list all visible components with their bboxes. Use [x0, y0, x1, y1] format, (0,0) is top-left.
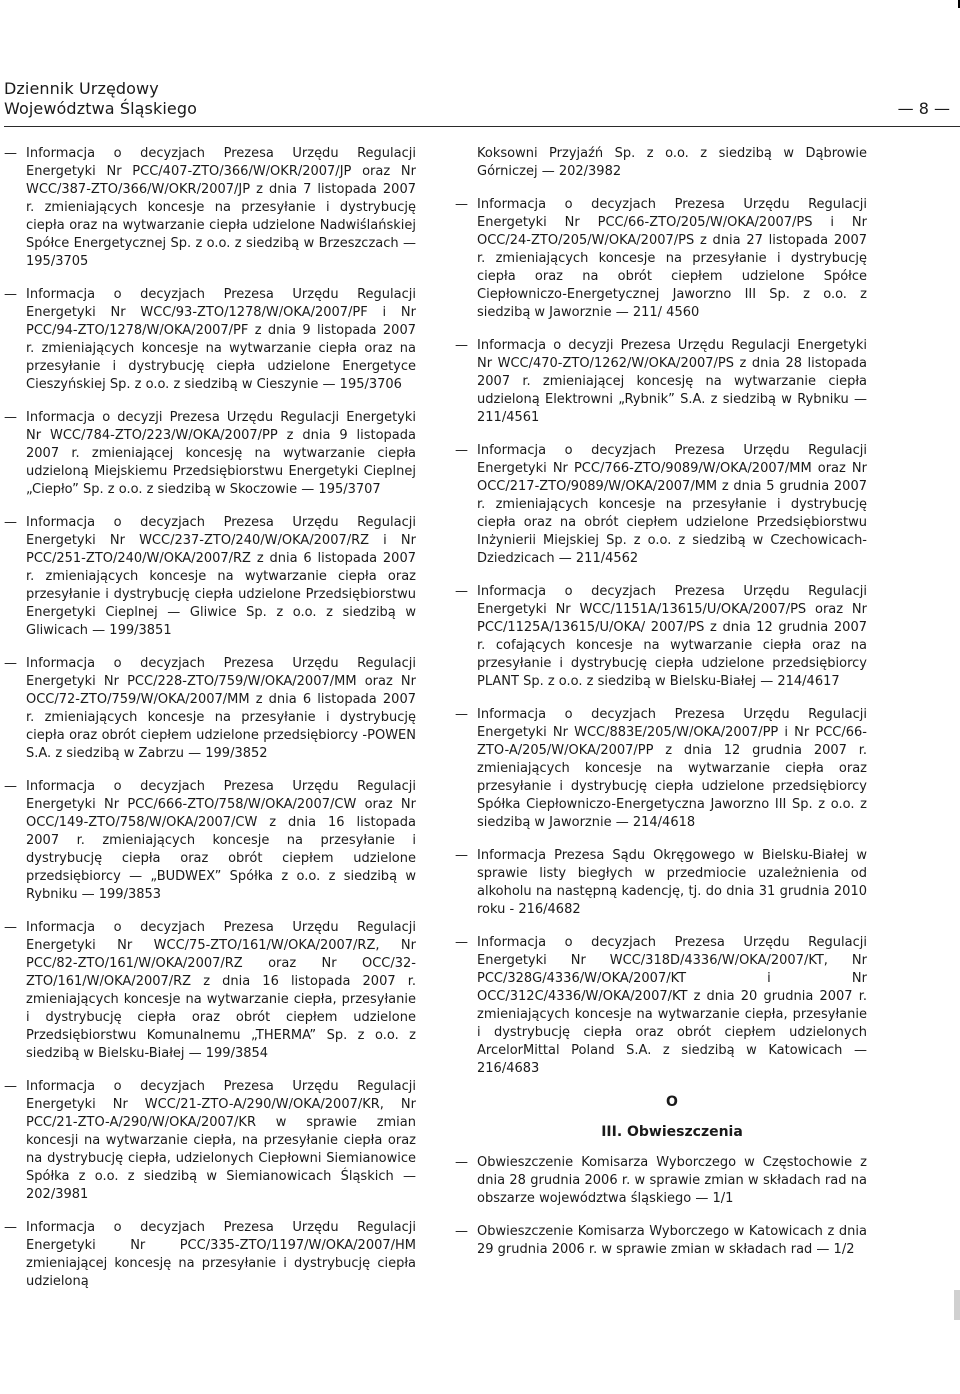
list-item — [4, 286, 416, 394]
page-edge-shadow — [954, 1290, 960, 1320]
entry-text: Informacja o decyzjach Prezesa Urzędu Regulacji Energetyki Nr PCC/228-ZTO/759/W/OKA/2007/MM oraz Nr OCC/72-ZTO/759/W/OKA/2007/MM z dnia 6 listopada 2007 r. zmieniających koncesje na przesyłanie i dystrybucję ciepła oraz obrót ciepłem udzielone przedsiębiorcy -POWEN S.A. z siedzibą w Zabrzu — 199/3852 — [26, 656, 416, 761]
list-item — [455, 583, 867, 691]
dash-marker: — — [4, 656, 17, 671]
entry-text: Informacja o decyzjach Prezesa Urzędu Regulacji Energetyki Nr PCC/407-ZTO/366/W/OKR/2007/JP oraz Nr WCC/387-ZTO/366/W/OKR/2007/JP z dnia 7 listopada 2007 r. zmieniających koncesje na przesyłanie i dystrybucję ciepła oraz na wytwarzanie ciepła udzielone Nadwiślańskiej Spółce Energetycznej Sp. z o.o. z siedzibą w Brzeszczach — 195/3705 — [26, 146, 416, 269]
entry-text: Informacja o decyzji Prezesa Urzędu Regulacji Energetyki Nr WCC/784-ZTO/223/W/OKA/2007/PP z dnia 9 listopada 2007 r. zmieniającej koncesję na wytwarzanie ciepła udzieloną Miejskiemu Przedsiębiorstwu Energetyki Cieplnej „Ciepło” Sp. z o.o. z siedzibą w Skoczowie — 195/3707 — [26, 410, 416, 497]
entry-text: Informacja o decyzjach Prezesa Urzędu Regulacji Energetyki Nr PCC/335-ZTO/1197/W/OKA/2007/HM zmieniającej koncesję na przesyłanie i dystrybucję ciepła udzieloną — [26, 1220, 416, 1289]
list-item — [455, 847, 867, 919]
dash-marker: — — [4, 146, 17, 161]
list-item — [4, 655, 416, 763]
dash-marker: — — [455, 848, 468, 863]
dash-marker: — — [4, 1220, 17, 1235]
list-item — [4, 514, 416, 640]
section-mark: O — [666, 1094, 678, 1110]
entry-text: Informacja o decyzji Prezesa Urzędu Regulacji Energetyki Nr WCC/470-ZTO/1262/W/OKA/2007/PS z dnia 28 listopada 2007 r. zmieniającej koncesję na wytwarzanie ciepła udzieloną Elektrowni „Rybnik” S.A. z siedzibą w Rybniku — 211/4561 — [477, 338, 867, 425]
dash-marker: — — [455, 1224, 468, 1239]
entry-text: Obwieszczenie Komisarza Wyborczego w Katowicach z dnia 29 grudnia 2006 r. w sprawie zmian w składach rad — 1/2 — [477, 1224, 867, 1257]
entry-text: Informacja o decyzjach Prezesa Urzędu Regulacji Energetyki Nr WCC/237-ZTO/240/W/OKA/2007/RZ i Nr PCC/251-ZTO/240/W/OKA/2007/RZ z dnia 6 listopada 2007 r. zmieniających koncesje na wytwarzanie ciepła oraz przesyłanie i dystrybucję ciepła udzielone Przedsiębiorstwu Energetyki Cieplnej — Gliwice Sp. z o.o. z siedzibą w Gliwicach — 199/3851 — [26, 515, 416, 638]
section-title: III. Obwieszczenia — [601, 1124, 743, 1140]
dash-marker: — — [455, 707, 468, 722]
dash-marker: — — [4, 1079, 17, 1094]
list-item — [455, 442, 867, 568]
dash-marker: — — [4, 920, 17, 935]
entry-text: Informacja o decyzjach Prezesa Urzędu Regulacji Energetyki Nr WCC/883E/205/W/OKA/2007/PP i Nr PCC/66-ZTO-A/205/W/OKA/2007/PP z dnia 12 grudnia 2007 r. zmieniających koncesje na wytwarzanie ciepła oraz przesyłanie i dystrybucję ciepła udzielone przedsiębiorcy Spółka Ciepłowniczo-Energetyczna Jaworzno III Sp. z o.o. z siedzibą w Jaworznie — 214/4618 — [477, 707, 867, 830]
dash-marker: — — [455, 1155, 468, 1170]
journal-title-line-1: Dziennik Urzędowy — [4, 79, 159, 98]
dash-marker: — — [4, 779, 17, 794]
page-header — [4, 79, 960, 127]
dash-marker: — — [4, 515, 17, 530]
list-item — [4, 409, 416, 499]
dash-marker: — — [455, 935, 468, 950]
entry-text: Informacja o decyzjach Prezesa Urzędu Regulacji Energetyki Nr WCC/75-ZTO/161/W/OKA/2007/RZ, Nr PCC/82-ZTO/161/W/OKA/2007/RZ oraz Nr OCC/32-ZTO/161/W/OKA/2007/RZ z dnia 16 listopada 2007 r. zmieniających koncesje na wytwarzanie ciepła, przesyłanie i dystrybucję ciepła oraz obrót ciepłem udzielone Przedsiębiorstwu Komunalnemu „THERMA” Sp. z o.o. z siedzibą w Bielsku-Białej — 199/3854 — [26, 920, 416, 1061]
list-item — [4, 919, 416, 1063]
page-number: — 8 — — [897, 99, 950, 118]
list-item — [4, 1219, 416, 1291]
list-item — [455, 337, 867, 427]
list-item — [455, 934, 867, 1078]
list-item — [455, 196, 867, 322]
list-item — [455, 1223, 867, 1259]
entry-text: Informacja o decyzjach Prezesa Urzędu Regulacji Energetyki Nr WCC/318D/4336/W/OKA/2007/KT, Nr PCC/328G/4336/W/OKA/2007/KT i Nr OCC/312C/4336/W/OKA/2007/KT z dnia 20 grudnia 2007 r. zmieniających koncesje na wytwarzanie ciepła, przesyłanie i dystrybucję ciepła oraz obrót ciepłem udzielonych ArcelorMittal Poland S.A. z siedzibą w Katowicach — 216/4683 — [477, 935, 867, 1076]
list-item — [4, 1078, 416, 1204]
entry-text: Informacja o decyzjach Prezesa Urzędu Regulacji Energetyki Nr WCC/1151A/13615/U/OKA/2007/PS oraz Nr PCC/1125A/13615/U/OKA/ 2007/PS z dnia 12 grudnia 2007 r. cofających koncesje na wytwarzanie ciepła oraz na przesyłanie i dystrybucję ciepła udzielone przedsiębiorcy PLANT Sp. z o.o. z siedzibą w Bielsku-Białej — 214/4617 — [477, 584, 867, 689]
entry-text: Informacja o decyzjach Prezesa Urzędu Regulacji Energetyki Nr PCC/66-ZTO/205/W/OKA/2007/PS i Nr OCC/24-ZTO/205/W/OKA/2007/PS z dnia 27 listopada 2007 r. zmieniających koncesje na przesyłanie i dystrybucję ciepła oraz na obrót ciepłem udzielone Spółce Ciepłowniczo-Energetycznej Jaworzno III Sp. z o.o. z siedzibą w Jaworznie — 211/ 4560 — [477, 197, 867, 320]
list-item — [4, 778, 416, 904]
list-item-continuation: Koksowni Przyjaźń Sp. z o.o. z siedzibą w Dąbrowie Górniczej — 202/3982 — [477, 146, 867, 179]
entry-text: Informacja o decyzjach Prezesa Urzędu Regulacji Energetyki Nr WCC/21-ZTO-A/290/W/OKA/2007/KR, Nr PCC/21-ZTO-A/290/W/OKA/2007/KR w sprawie zmian koncesji na wytwarzanie ciepła, na przesyłanie ciepła oraz na dystrybucję ciepła, udzielonych Ciepłowni Siemianowice Spółka z o.o. z siedzibą w Siemianowicach Śląskich — 202/3981 — [26, 1079, 416, 1202]
dash-marker: — — [455, 338, 468, 353]
dash-marker: — — [455, 197, 468, 212]
list-item — [455, 706, 867, 832]
journal-title-line-2: Województwa Śląskiego — [4, 99, 197, 118]
entry-text: Informacja o decyzjach Prezesa Urzędu Regulacji Energetyki Nr WCC/93-ZTO/1278/W/OKA/2007/PF i Nr PCC/94-ZTO/1278/W/OKA/2007/PF z dnia 9 listopada 2007 r. zmieniających koncesje na wytwarzanie ciepła oraz na przesyłanie i dystrybucję ciepła udzielone Energetyce Cieszyńskiej Sp. z o.o. z siedzibą w Cieszynie — 195/3706 — [26, 287, 416, 392]
list-item — [4, 145, 416, 271]
list-item — [455, 1154, 867, 1208]
left-column — [4, 145, 416, 1306]
dash-marker: — — [4, 410, 17, 425]
entry-text: Informacja o decyzjach Prezesa Urzędu Regulacji Energetyki Nr PCC/766-ZTO/9089/W/OKA/2007/MM oraz Nr OCC/217-ZTO/9089/W/OKA/2007/MM z dnia 5 grudnia 2007 r. zmieniających koncesje na przesyłanie i dystrybucję ciepła oraz na obrót ciepłem udzielone Przedsiębiorstwu Inżynierii Miejskiej Sp. z o.o. z siedzibą w Czechowicach-Dziedzicach — 211/4562 — [477, 443, 867, 566]
dash-marker: — — [4, 287, 17, 302]
entry-text: Informacja o decyzjach Prezesa Urzędu Regulacji Energetyki Nr PCC/666-ZTO/758/W/OKA/2007/CW oraz Nr OCC/149-ZTO/758/W/OKA/2007/CW z dnia 16 listopada 2007 r. zmieniających koncesje na przesyłanie i dystrybucję ciepła oraz obrót ciepłem udzielone przedsiębiorcy — „BUDWEX” Spółka z o.o. z siedzibą w Rybniku — 199/3853 — [26, 779, 416, 902]
entry-text: Obwieszczenie Komisarza Wyborczego w Częstochowie z dnia 28 grudnia 2006 r. w sprawie zmian w składach rad na obszarze województwa śląskiego — 1/1 — [477, 1155, 867, 1206]
right-column — [455, 145, 867, 1274]
dash-marker: — — [455, 443, 468, 458]
entry-text: Informacja Prezesa Sądu Okręgowego w Bielsku-Białej w sprawie listy biegłych w przedmiocie uzależnienia od alkoholu na następną kadencję, tj. do dnia 31 grudnia 2010 roku - 216/4682 — [477, 848, 867, 917]
dash-marker: — — [455, 584, 468, 599]
